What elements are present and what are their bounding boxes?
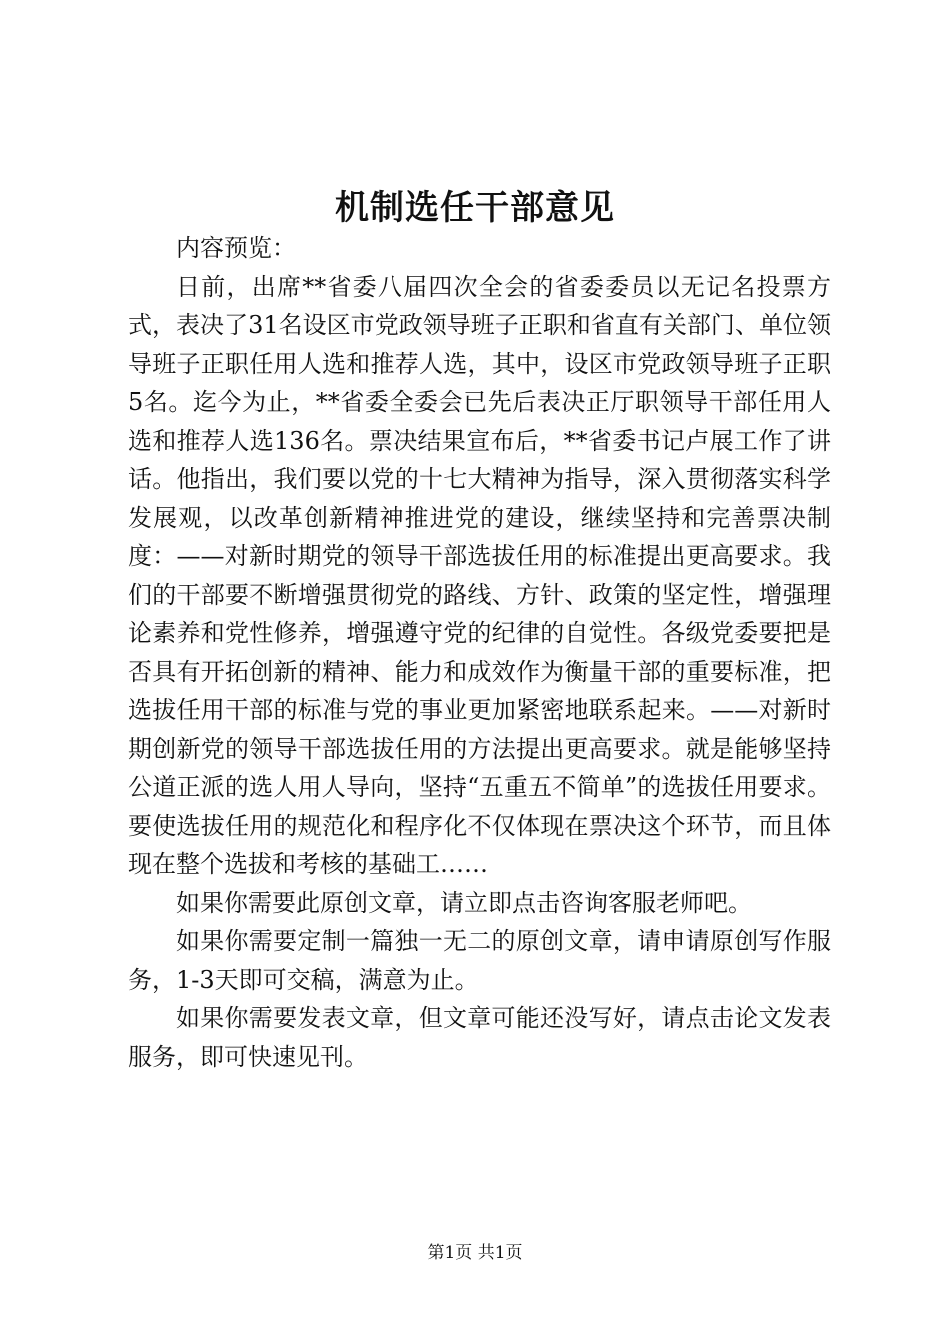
publish-service-paragraph: 如果你需要发表文章，但文章可能还没写好，请点击论文发表服务，即可快速见刊。 — [128, 1004, 831, 1071]
page-number-footer: 第1页 共1页 — [427, 1243, 523, 1263]
document-body — [128, 229, 831, 1076]
custom-writing-paragraph: 如果你需要定制一篇独一无二的原创文章，请申请原创写作服务，1-3天即可交稿，满意为止。 — [128, 927, 831, 994]
document-title: 机制选任干部意见 — [335, 188, 615, 228]
consult-service-paragraph: 如果你需要此原创文章，请立即点击咨询客服老师吧。 — [176, 888, 752, 917]
summary-paragraph: 日前，出席**省委八届四次全会的省委委员以无记名投票方式，表决了31名设区市党政领导班子正职和省直有关部门、单位领导班子正职任用人选和推荐人选，其中，设区市党政领导班子正职5名。迄今为止，**省委全委会已先后表决正厅职领导干部任用人选和推荐人选136名。票决结果宣布后，**省委书记卢展工作了讲话。他指出，我们要以党的十七大精神为指导，深入贯彻落实科学发展观，以改革创新精神推进党的建设，继续坚持和完善票决制度：——对新时期党的领导干部选拔任用的标准提出更高要求。我们的干部要不断增强贯彻党的路线、方针、政策的坚定性，增强理论素养和党性修养，增强遵守党的纪律的自觉性。各级党委要把是否具有开拓创新的精神、能力和成效作为衡量干部的重要标准，把选拔任用干部的标准与党的事业更加紧密地联系起来。——对新时期创新党的领导干部选拔任用的方法提出更高要求。就是能够坚持公道正派的选人用人导向，坚持“五重五不简单”的选拔任用要求。要使选拔任用的规范化和程序化不仅体现在票决这个环节，而且体现在整个选拔和考核的基础工…… — [128, 272, 831, 878]
preview-label: 内容预览： — [176, 234, 296, 262]
